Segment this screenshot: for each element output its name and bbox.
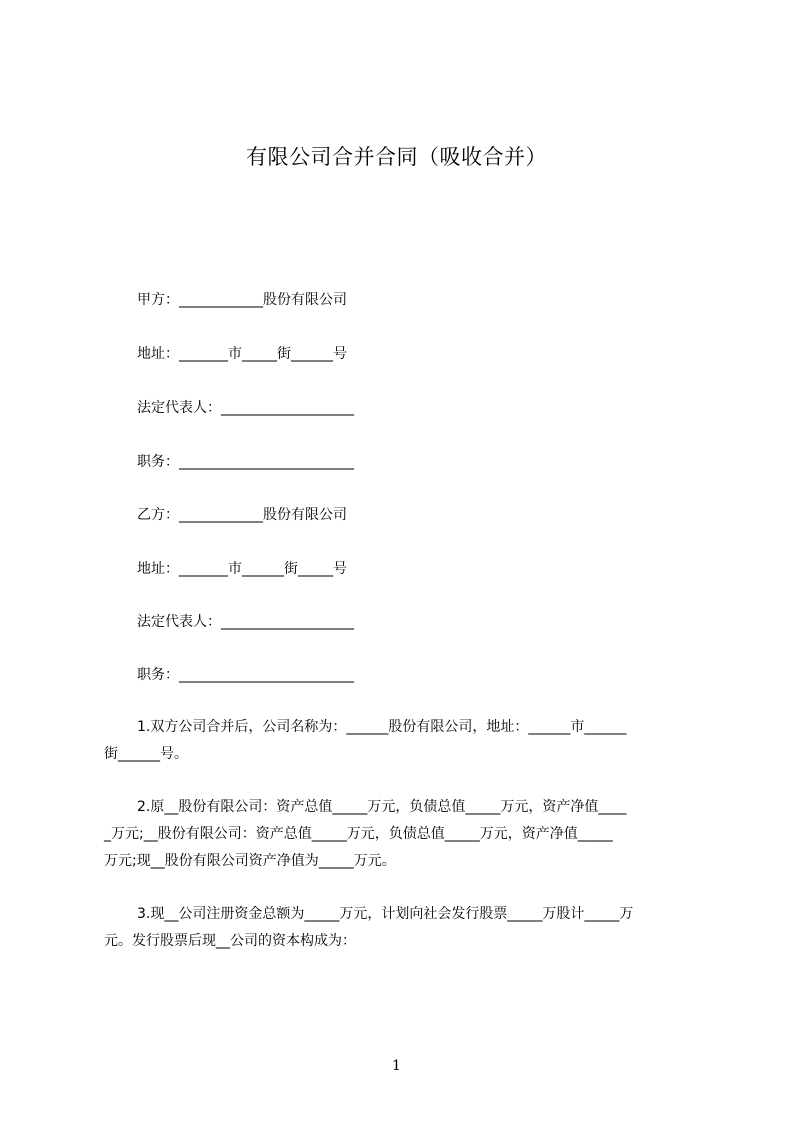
clause-3-line: 3.现__公司注册资金总额为_____万元，计划向社会发行股票_____万股计_____万 bbox=[137, 906, 634, 922]
party-a-position: 职务：_________________________ bbox=[137, 454, 354, 470]
clause-1-line: 1.双方公司合并后，公司名称为：______股份有限公司，地址：______市______ bbox=[137, 719, 627, 735]
party-b-position: 职务：_________________________ bbox=[137, 667, 354, 683]
clause-2 bbox=[104, 794, 704, 875]
party-b-legal-representative: 法定代表人：___________________ bbox=[137, 614, 354, 630]
party-b-name: 乙方：____________股份有限公司 bbox=[137, 507, 347, 523]
clause-2-line: 万元;现__股份有限公司资产净值为_____万元。 bbox=[104, 853, 396, 869]
clause-2-line: 2.原__股份有限公司：资产总值_____万元，负债总值_____万元，资产净值____ bbox=[137, 799, 627, 815]
party-a-address: 地址：_______市_____街______号 bbox=[137, 346, 347, 362]
party-a-legal-representative: 法定代表人：___________________ bbox=[137, 400, 354, 416]
party-a-name: 甲方：____________股份有限公司 bbox=[137, 292, 347, 308]
party-b-address: 地址：_______市______街_____号 bbox=[137, 561, 347, 577]
clause-1-line: 街______号。 bbox=[104, 746, 188, 762]
clause-2-line: _万元;__股份有限公司：资产总值_____万元，负债总值_____万元，资产净值_____ bbox=[104, 826, 613, 842]
document-title: 有限公司合并合同（吸收合并） bbox=[246, 145, 547, 169]
page-number: 1 bbox=[392, 1058, 401, 1074]
clause-3-line: 元。发行股票后现__公司的资本构成为： bbox=[104, 933, 356, 949]
clause-1 bbox=[104, 714, 704, 768]
clause-3 bbox=[104, 901, 704, 955]
